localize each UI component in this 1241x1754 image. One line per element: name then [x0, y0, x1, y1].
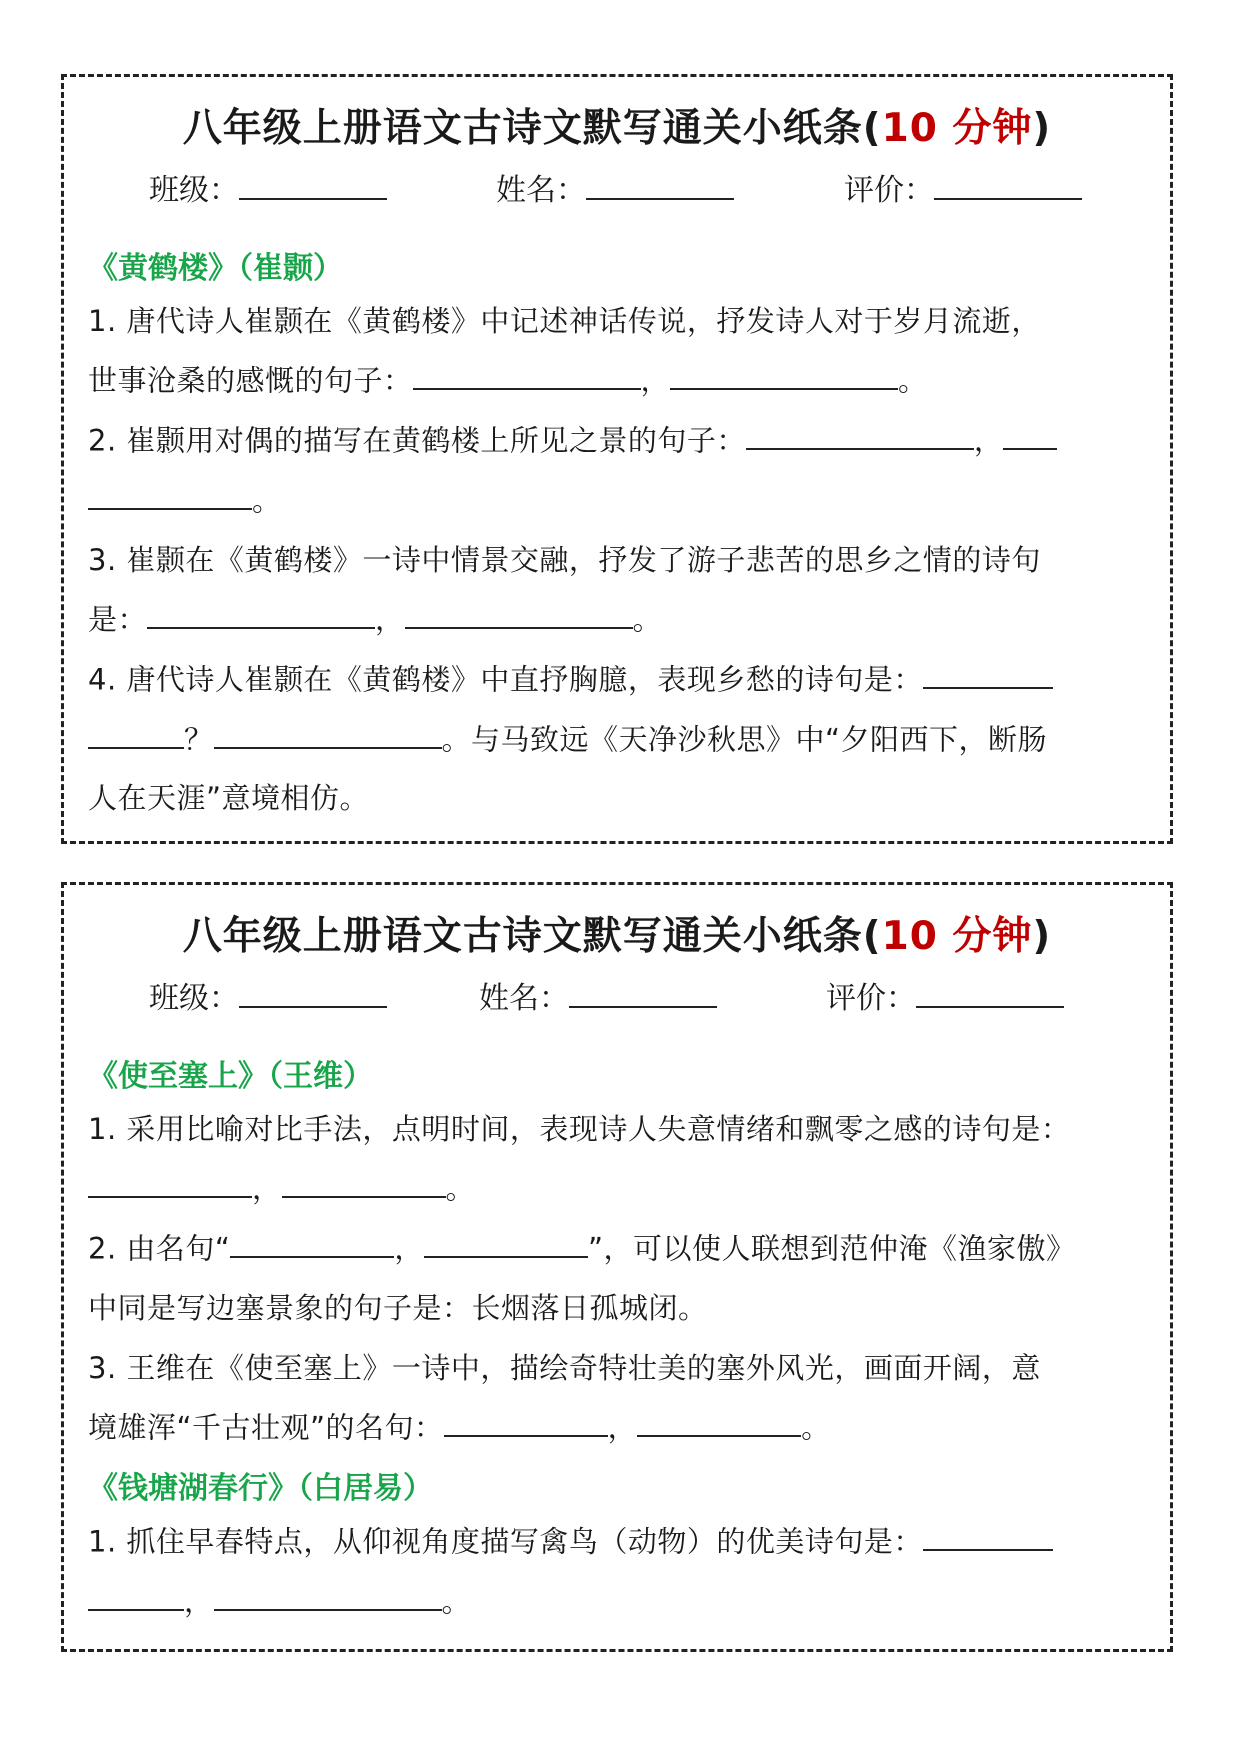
question-line: ， 。 — [88, 1166, 475, 1207]
card-title: 八年级上册语文古诗文默写通关小纸条(10 分钟) — [182, 914, 1052, 959]
name-blank[interactable] — [569, 975, 717, 1009]
eval-field: 评价： — [826, 973, 1064, 1017]
question-line: 3. 崔颢在《黄鹤楼》一诗中情景交融，抒发了游子悲苦的思乡之情的诗句 — [88, 543, 1041, 577]
answer-blank[interactable] — [444, 1405, 608, 1437]
answer-blank[interactable] — [1003, 418, 1057, 450]
question-line: 。 — [88, 478, 282, 519]
question-line: 世事沧桑的感慨的句子： ， 。 — [88, 358, 928, 399]
answer-blank[interactable] — [88, 1166, 252, 1198]
answer-blank[interactable] — [637, 1405, 801, 1437]
question-line: ？ 。与马致远《天净沙秋思》中“夕阳西下，断肠 — [88, 717, 1047, 758]
answer-blank[interactable] — [147, 597, 375, 629]
quiz-card-1 — [61, 74, 1173, 844]
question-line: 人在天涯”意境相仿。 — [88, 781, 370, 815]
answer-blank[interactable] — [88, 717, 184, 749]
question-line: 1. 采用比喻对比手法，点明时间，表现诗人失意情绪和飘零之感的诗句是： — [88, 1112, 1071, 1146]
quiz-card-2 — [61, 882, 1173, 1652]
answer-blank[interactable] — [670, 358, 898, 390]
eval-blank[interactable] — [916, 975, 1064, 1009]
poem-heading: 《黄鹤楼》（崔颢） — [88, 251, 343, 286]
name-field: 姓名： — [496, 165, 734, 209]
class-field: 班级： — [149, 165, 387, 209]
answer-blank[interactable] — [746, 418, 974, 450]
answer-blank[interactable] — [923, 1519, 1053, 1551]
answer-blank[interactable] — [88, 1579, 184, 1611]
answer-blank[interactable] — [405, 597, 633, 629]
class-blank[interactable] — [239, 975, 387, 1009]
time-limit: 10 分钟 — [881, 914, 1033, 959]
eval-blank[interactable] — [934, 167, 1082, 201]
question-line: 1. 唐代诗人崔颢在《黄鹤楼》中记述神话传说，抒发诗人对于岁月流逝， — [88, 304, 1041, 338]
poem-heading: 《钱塘湖春行》（白居易） — [88, 1471, 433, 1506]
answer-blank[interactable] — [923, 657, 1053, 689]
answer-blank[interactable] — [282, 1166, 446, 1198]
question-line: 中同是写边塞景象的句子是：长烟落日孤城闭。 — [88, 1291, 708, 1325]
question-line: 境雄浑“千古壮观”的名句： ， 。 — [88, 1405, 831, 1446]
answer-blank[interactable] — [413, 358, 641, 390]
answer-blank[interactable] — [214, 717, 442, 749]
poem-heading: 《使至塞上》（王维） — [88, 1059, 373, 1094]
class-field: 班级： — [149, 973, 387, 1017]
class-blank[interactable] — [239, 167, 387, 201]
question-line: 3. 王维在《使至塞上》一诗中，描绘奇特壮美的塞外风光，画面开阔，意 — [88, 1351, 1041, 1385]
question-line: 是： ， 。 — [88, 597, 662, 638]
answer-blank[interactable] — [88, 478, 252, 510]
answer-blank[interactable] — [214, 1579, 442, 1611]
question-line: 2. 崔颢用对偶的描写在黄鹤楼上所见之景的句子： ， — [88, 418, 1057, 459]
time-limit: 10 分钟 — [881, 106, 1033, 151]
question-line: 2. 由名句“ ， ”，可以使人联想到范仲淹《渔家傲》 — [88, 1226, 1075, 1267]
card-title: 八年级上册语文古诗文默写通关小纸条(10 分钟) — [182, 106, 1052, 151]
name-blank[interactable] — [586, 167, 734, 201]
answer-blank[interactable] — [230, 1226, 394, 1258]
answer-blank[interactable] — [424, 1226, 588, 1258]
question-line: 1. 抓住早春特点，从仰视角度描写禽鸟（动物）的优美诗句是： — [88, 1519, 1053, 1560]
name-field: 姓名： — [479, 973, 717, 1017]
question-line: ， 。 — [88, 1579, 471, 1620]
question-line: 4. 唐代诗人崔颢在《黄鹤楼》中直抒胸臆，表现乡愁的诗句是： — [88, 657, 1053, 698]
eval-field: 评价： — [844, 165, 1082, 209]
